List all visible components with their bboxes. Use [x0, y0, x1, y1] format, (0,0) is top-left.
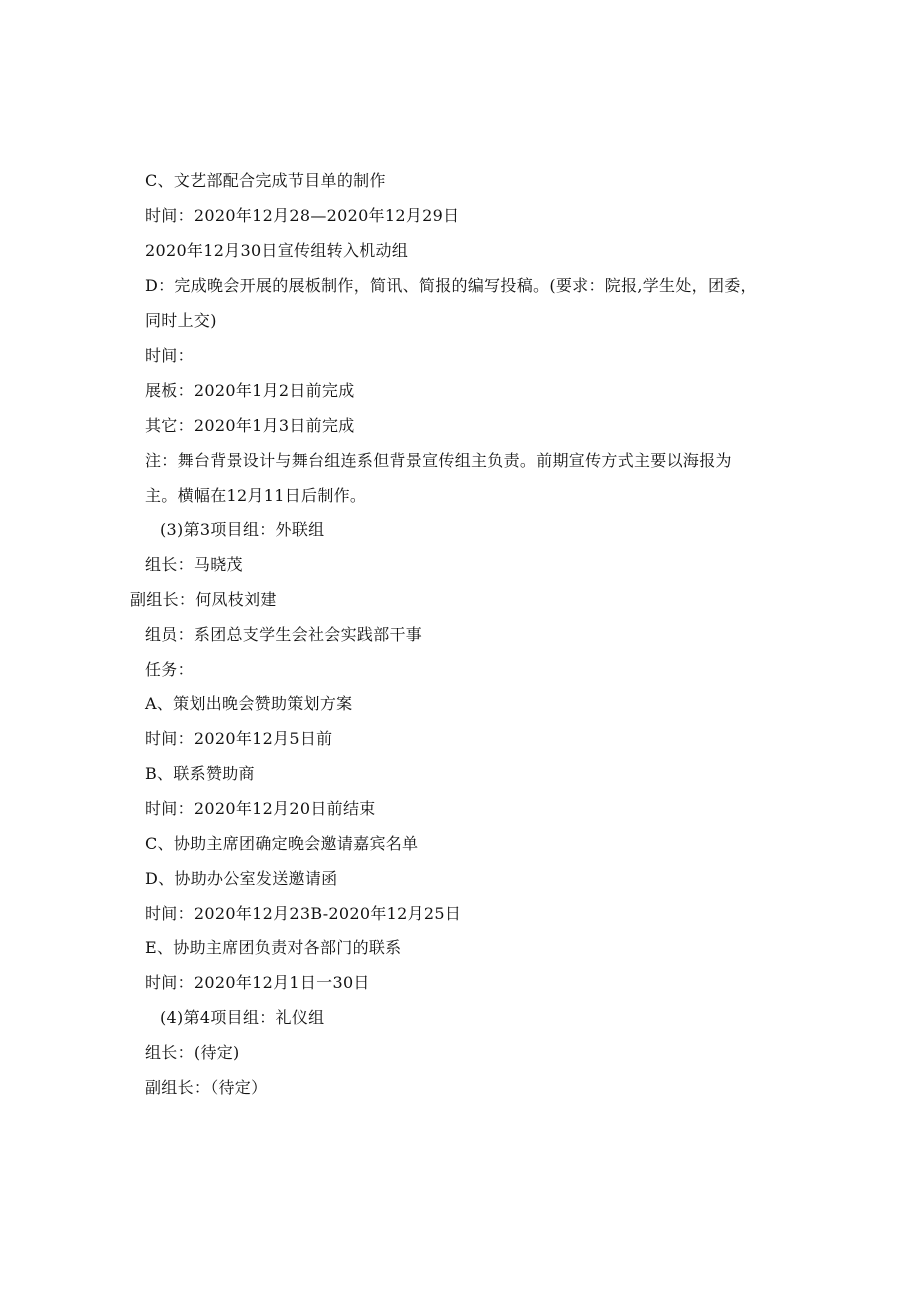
text-line: 时间：2020年12月23B-2020年12月25日	[145, 904, 462, 923]
text-line: 时间：2020年12月1日一30日	[145, 973, 370, 992]
section-heading: (4)第4项目组：礼仪组	[160, 1008, 325, 1027]
text-line: 时间：	[145, 346, 194, 365]
text-line: 时间：2020年12月20日前结束	[145, 799, 376, 818]
text-line: 副组长：何凤枝刘建	[130, 590, 277, 609]
text-line: 同时上交)	[145, 311, 217, 330]
text-line: B、联系赞助商	[145, 764, 255, 783]
text-line: 组长：马晓茂	[145, 555, 243, 574]
text-line: 注：舞台背景设计与舞台组连系但背景宣传组主负责。前期宣传方式主要以海报为	[145, 451, 732, 470]
text-line: 任务：	[145, 660, 194, 679]
text-line: 副组长：（待定）	[145, 1078, 268, 1097]
text-line: A、策划出晚会赞助策划方案	[145, 694, 353, 713]
text-line: C、协助主席团确定晚会邀请嘉宾名单	[145, 834, 419, 853]
text-line: 时间：2020年12月28—2020年12月29日	[145, 206, 460, 225]
text-line: 时间：2020年12月5日前	[145, 729, 333, 748]
text-line: D、协助办公室发送邀请函	[145, 869, 338, 888]
text-line: E、协助主席团负责对各部门的联系	[145, 938, 402, 957]
text-line: C、文艺部配合完成节目单的制作	[145, 171, 386, 190]
text-line: D：完成晚会开展的展板制作，简讯、简报的编写投稿。(要求：院报,学生处，团委，	[145, 276, 757, 295]
text-line: 2020年12月30日宣传组转入机动组	[145, 241, 409, 260]
text-line: 组长：(待定)	[145, 1043, 240, 1062]
text-line: 其它：2020年1月3日前完成	[145, 416, 355, 435]
text-line: 主。横幅在12月11日后制作。	[145, 486, 367, 505]
text-line: 展板：2020年1月2日前完成	[145, 381, 355, 400]
text-line: 组员：系团总支学生会社会实践部干事	[145, 625, 423, 644]
section-heading: (3)第3项目组：外联组	[160, 520, 325, 539]
